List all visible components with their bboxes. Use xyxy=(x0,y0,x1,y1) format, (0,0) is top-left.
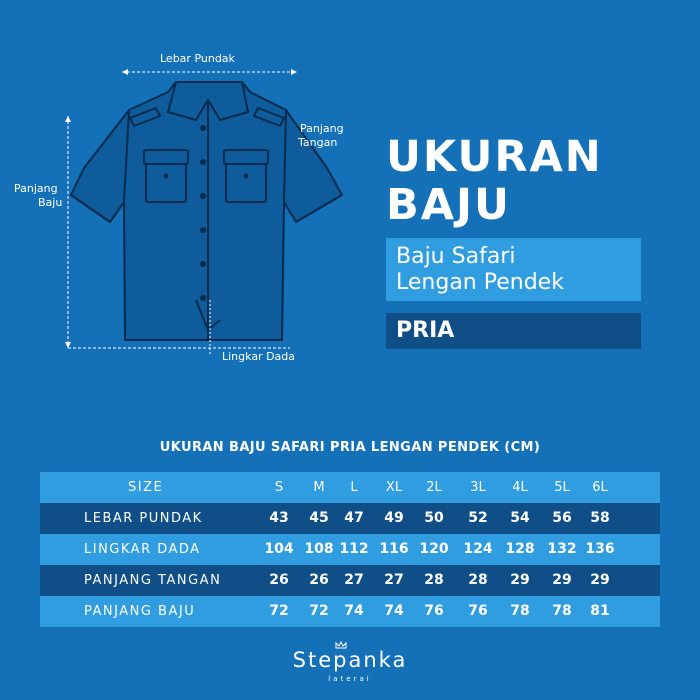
table-cell: 74 xyxy=(344,603,364,619)
heading-line1: UKURAN xyxy=(386,132,603,182)
subtitle-line1: Baju Safari xyxy=(396,244,516,269)
size-header-label: SIZE xyxy=(128,480,164,495)
heading-line2: BAJU xyxy=(386,180,511,230)
table-cell: 45 xyxy=(309,510,329,526)
table-cell: 29 xyxy=(510,572,530,588)
table-cell: 43 xyxy=(269,510,289,526)
table-cell: 116 xyxy=(379,541,409,557)
brand-subtitle: laterai xyxy=(328,675,372,683)
table-cell: 26 xyxy=(309,572,329,588)
size-header: 5L xyxy=(554,480,570,495)
table-cell: 27 xyxy=(344,572,364,588)
row-label: LEBAR PUNDAK xyxy=(84,511,203,526)
subtitle-line2: Lengan Pendek xyxy=(396,270,564,295)
size-header: 6L xyxy=(592,480,608,495)
gender-badge: PRIA xyxy=(386,313,641,349)
table-cell: 74 xyxy=(384,603,404,619)
table-cell: 76 xyxy=(468,603,488,619)
table-cell: 27 xyxy=(384,572,404,588)
table-cell: 104 xyxy=(264,541,294,557)
table-cell: 78 xyxy=(510,603,530,619)
table-cell: 72 xyxy=(309,603,329,619)
table-cell: 120 xyxy=(419,541,449,557)
table-cell: 28 xyxy=(424,572,444,588)
table-cell: 29 xyxy=(552,572,572,588)
table-cell: 72 xyxy=(269,603,289,619)
row-label: PANJANG BAJU xyxy=(84,604,196,619)
table-cell: 29 xyxy=(590,572,610,588)
table-cell: 28 xyxy=(468,572,488,588)
table-row-lingkar-dada xyxy=(40,534,660,565)
table-cell: 26 xyxy=(269,572,289,588)
table-cell: 112 xyxy=(339,541,369,557)
table-cell: 108 xyxy=(304,541,334,557)
table-cell: 128 xyxy=(505,541,535,557)
table-cell: 132 xyxy=(547,541,577,557)
table-cell: 81 xyxy=(590,603,610,619)
table-cell: 49 xyxy=(384,510,404,526)
size-header: 3L xyxy=(470,480,486,495)
size-header: L xyxy=(350,480,358,495)
label-panjang-baju-1: Panjang xyxy=(14,182,58,195)
table-cell: 136 xyxy=(585,541,615,557)
table-cell: 54 xyxy=(510,510,530,526)
table-cell: 56 xyxy=(552,510,572,526)
table-cell: 124 xyxy=(463,541,493,557)
label-lebar-pundak: Lebar Pundak xyxy=(160,52,235,65)
label-panjang-tangan-2: Tangan xyxy=(298,136,338,149)
label-lingkar-dada: Lingkar Dada xyxy=(222,350,296,363)
brand-logo: Stepanka xyxy=(292,648,408,672)
subtitle-box xyxy=(386,238,641,301)
size-header: M xyxy=(313,480,325,495)
size-header: 4L xyxy=(512,480,528,495)
label-panjang-tangan-1: Panjang xyxy=(300,122,344,135)
table-row-panjang-baju xyxy=(40,596,660,627)
row-label: PANJANG TANGAN xyxy=(84,573,222,588)
table-header-row xyxy=(40,472,660,503)
table-cell: 52 xyxy=(468,510,488,526)
table-cell: 58 xyxy=(590,510,610,526)
table-title: UKURAN BAJU SAFARI PRIA LENGAN PENDEK (CM) xyxy=(159,440,541,455)
label-panjang-baju-2: Baju xyxy=(38,196,63,209)
table-row-panjang-tangan xyxy=(40,565,660,596)
table-cell: 76 xyxy=(424,603,444,619)
table-cell: 50 xyxy=(424,510,444,526)
table-cell: 47 xyxy=(344,510,364,526)
table-cell: 78 xyxy=(552,603,572,619)
row-label: LINGKAR DADA xyxy=(84,542,201,557)
size-header: 2L xyxy=(426,480,442,495)
size-header: XL xyxy=(385,480,403,495)
table-row-lebar-pundak xyxy=(40,503,660,534)
size-header: S xyxy=(274,480,284,495)
